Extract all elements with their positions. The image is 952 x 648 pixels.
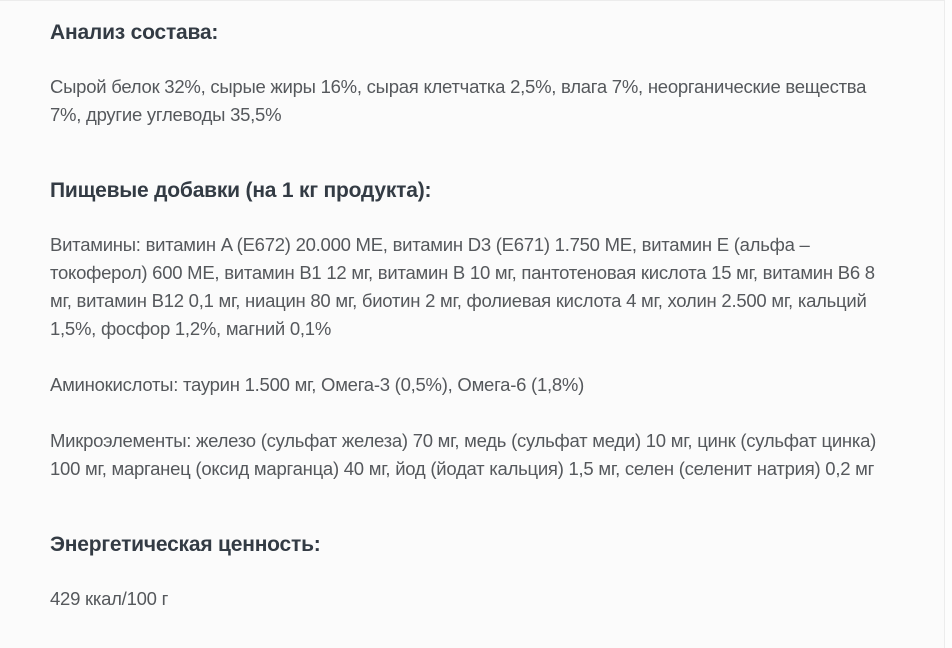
panel-right-strip <box>945 0 952 648</box>
food-additives-heading: Пищевые добавки (на 1 кг продукта): <box>50 179 432 202</box>
composition-analysis-text: Сырой белок 32%, сырые жиры 16%, сырая клетчатка 2,5%, влага 7%, неорганические вещества 7%, другие углеводы 35,5% <box>50 76 867 125</box>
panel-right-border <box>944 0 945 648</box>
composition-analysis-heading: Анализ состава: <box>50 21 219 44</box>
section-composition-analysis <box>50 21 892 129</box>
energy-value-heading: Энергетическая ценность: <box>50 533 321 556</box>
section-food-additives <box>50 157 892 483</box>
description-content <box>50 21 892 613</box>
trace-elements-text: Микроэлементы: железо (сульфат железа) 70 мг, медь (сульфат меди) 10 мг, цинк (сульфат цинка) 100 мг, марганец (оксид марганца) 40 мг, йод (йодат кальция) 1,5 мг, селен (селенит натрия) 0,2 мг <box>50 430 877 479</box>
energy-value-text: 429 ккал/100 г <box>50 588 169 609</box>
vitamins-text: Витамины: витамин A (E672) 20.000 МЕ, витамин D3 (E671) 1.750 МЕ, витамин E (альфа – токоферол) 600 МЕ, витамин B1 12 мг, витамин B 10 мг, пантотеновая кислота 15 мг, витамин B6 8 мг, витамин B12 0,1 мг, ниацин 80 мг, биотин 2 мг, фолиевая кислота 4 мг, холин 2.500 мг, кальций 1,5%, фосфор 1,2%, магний 0,1% <box>50 234 875 339</box>
section-energy-value <box>50 511 892 613</box>
amino-acids-text: Аминокислоты: таурин 1.500 мг, Омега-3 (0,5%), Омега-6 (1,8%) <box>50 374 585 395</box>
